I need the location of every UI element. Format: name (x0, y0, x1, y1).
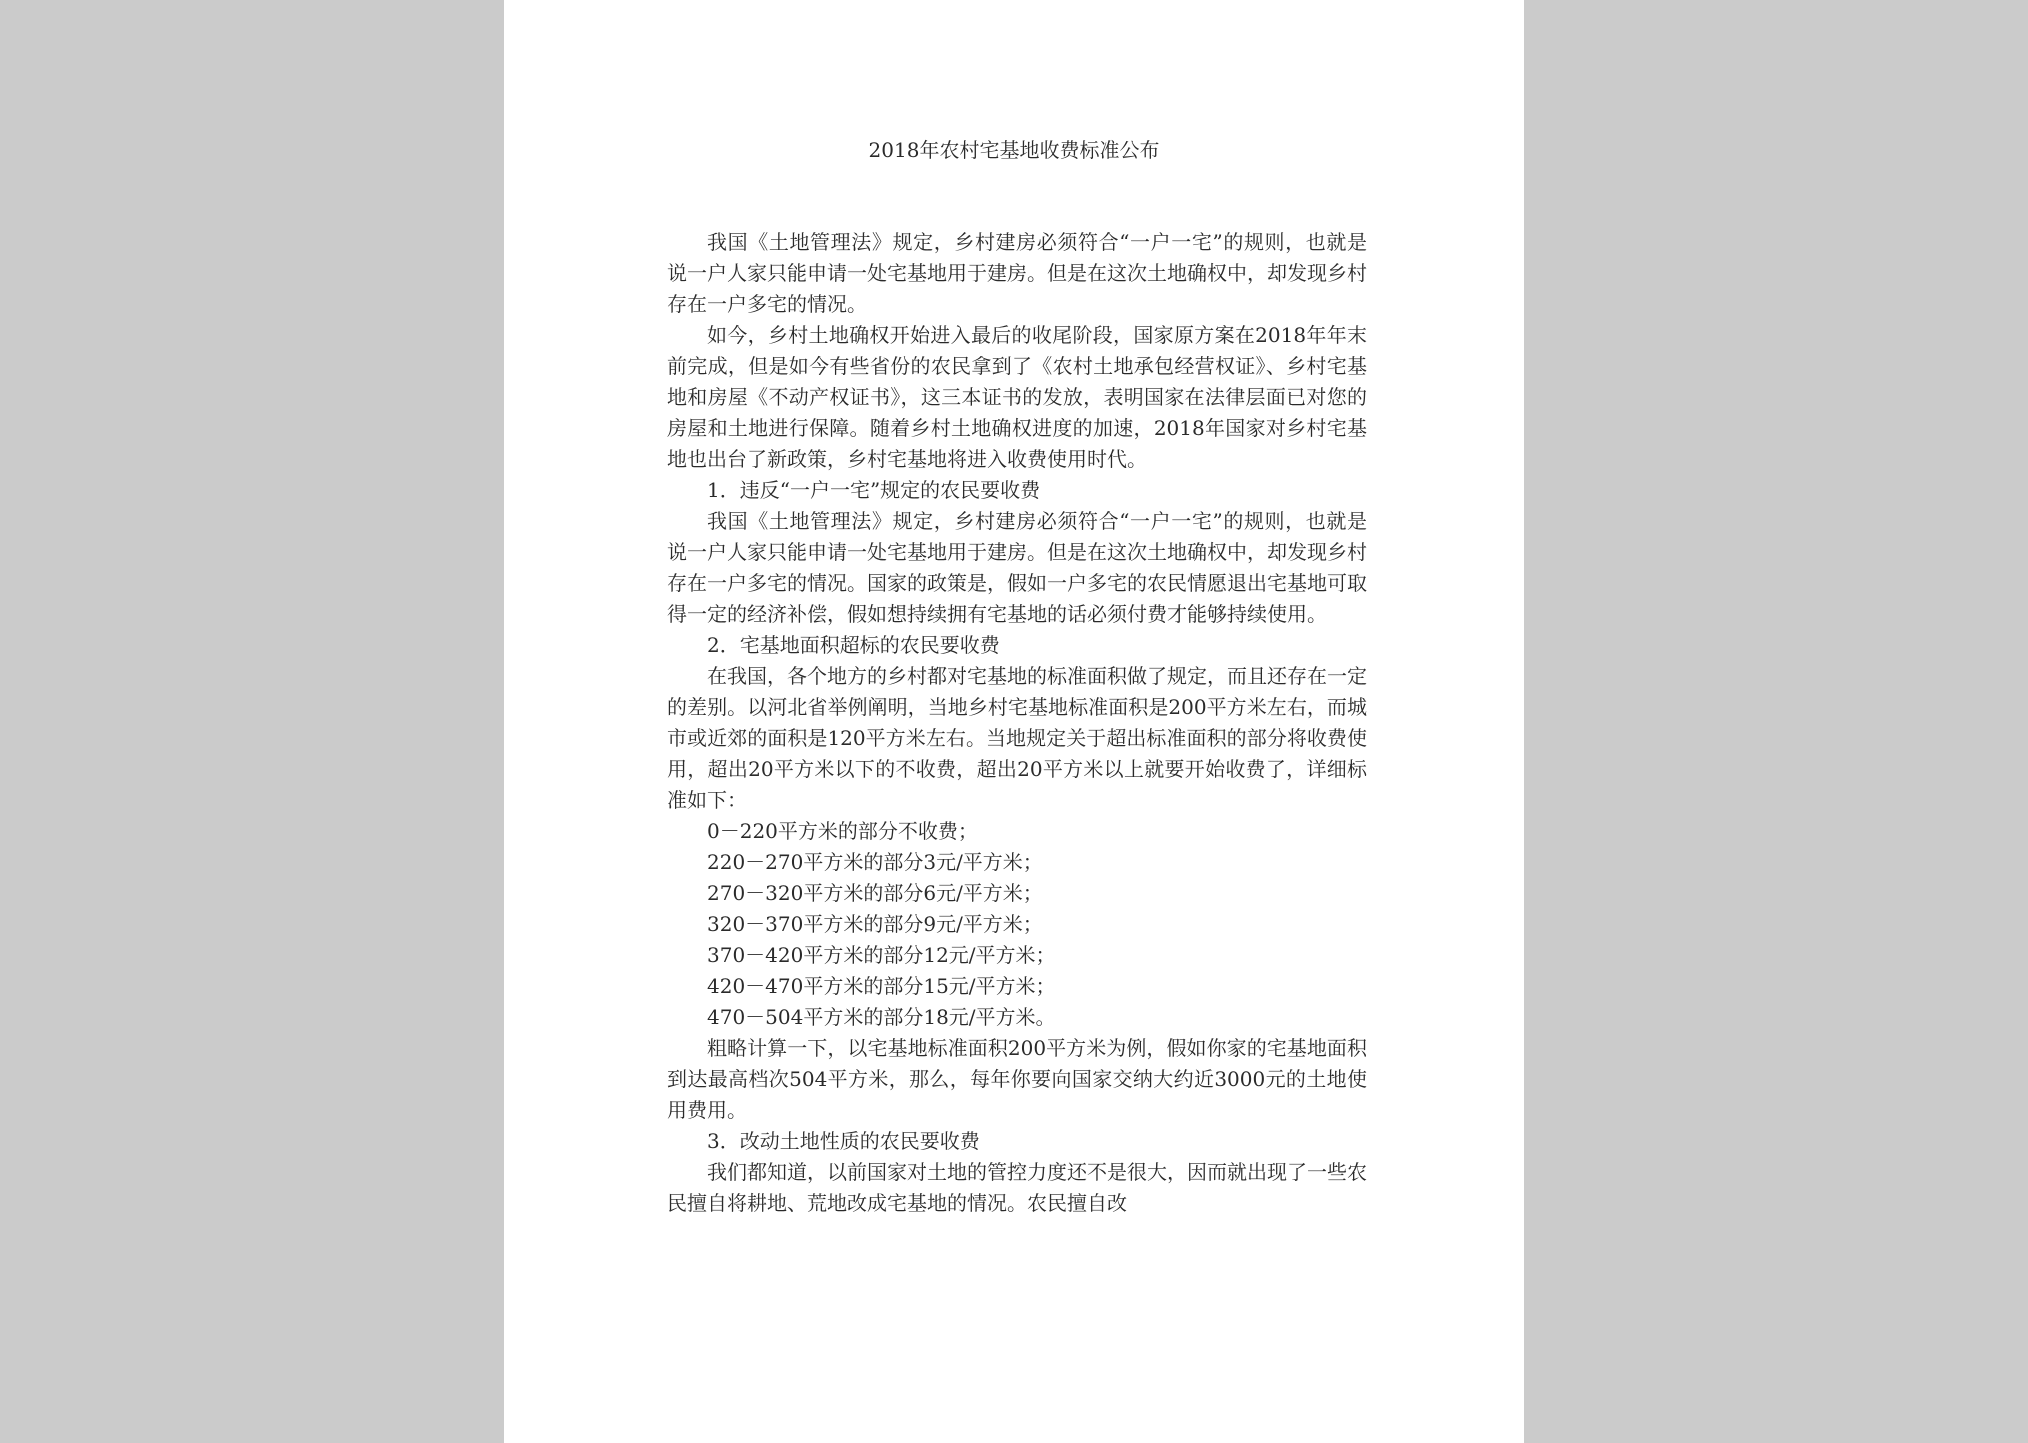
paragraph: 粗略计算一下，以宅基地标准面积200平方米为例，假如你家的宅基地面积到达最高档次504平方米，那么，每年你要向国家交纳大约近3000元的土地使用费用。 (667, 1036, 1367, 1122)
paragraph: 我们都知道，以前国家对土地的管控力度还不是很大，因而就出现了一些农民擅自将耕地、荒地改成宅基地的情况。农民擅自改 (667, 1160, 1367, 1215)
section-heading: 1．违反“一户一宅”规定的农民要收费 (707, 478, 1041, 502)
fee-tier-item: 220－270平方米的部分3元/平方米； (707, 850, 1043, 874)
fee-tier-item: 270－320平方米的部分6元/平方米； (707, 881, 1043, 905)
document-body (667, 227, 1367, 1219)
paragraph: 在我国，各个地方的乡村都对宅基地的标准面积做了规定，而且还存在一定的差别。以河北省举例阐明，当地乡村宅基地标准面积是200平方米左右，而城市或近郊的面积是120平方米左右。当地规定关于超出标准面积的部分将收费使用，超出20平方米以下的不收费，超出20平方米以上就要开始收费了，详细标准如下： (667, 664, 1367, 812)
document-title: 2018年农村宅基地收费标准公布 (868, 138, 1160, 162)
section-heading: 2．宅基地面积超标的农民要收费 (707, 633, 1000, 657)
paragraph: 如今，乡村土地确权开始进入最后的收尾阶段，国家原方案在2018年年末前完成，但是如今有些省份的农民拿到了《农村土地承包经营权证》、乡村宅基地和房屋《不动产权证书》，这三本证书的发放，表明国家在法律层面已对您的房屋和土地进行保障。随着乡村土地确权进度的加速，2018年国家对乡村宅基地也出台了新政策，乡村宅基地将进入收费使用时代。 (667, 323, 1367, 471)
section-heading: 3．改动土地性质的农民要收费 (707, 1129, 980, 1153)
paragraph: 我国《土地管理法》规定，乡村建房必须符合“一户一宅”的规则，也就是说一户人家只能申请一处宅基地用于建房。但是在这次土地确权中，却发现乡村存在一户多宅的情况。 (667, 230, 1367, 316)
document-page (504, 0, 1524, 1443)
paragraph: 我国《土地管理法》规定，乡村建房必须符合“一户一宅”的规则，也就是说一户人家只能申请一处宅基地用于建房。但是在这次土地确权中，却发现乡村存在一户多宅的情况。国家的政策是，假如一户多宅的农民情愿退出宅基地可取得一定的经济补偿，假如想持续拥有宅基地的话必须付费才能够持续使用。 (667, 509, 1367, 626)
fee-tier-item: 470－504平方米的部分18元/平方米。 (707, 1005, 1056, 1029)
fee-tier-item: 320－370平方米的部分9元/平方米； (707, 912, 1043, 936)
fee-tier-item: 420－470平方米的部分15元/平方米； (707, 974, 1056, 998)
fee-tier-item: 0－220平方米的部分不收费； (707, 819, 978, 843)
fee-tier-item: 370－420平方米的部分12元/平方米； (707, 943, 1056, 967)
